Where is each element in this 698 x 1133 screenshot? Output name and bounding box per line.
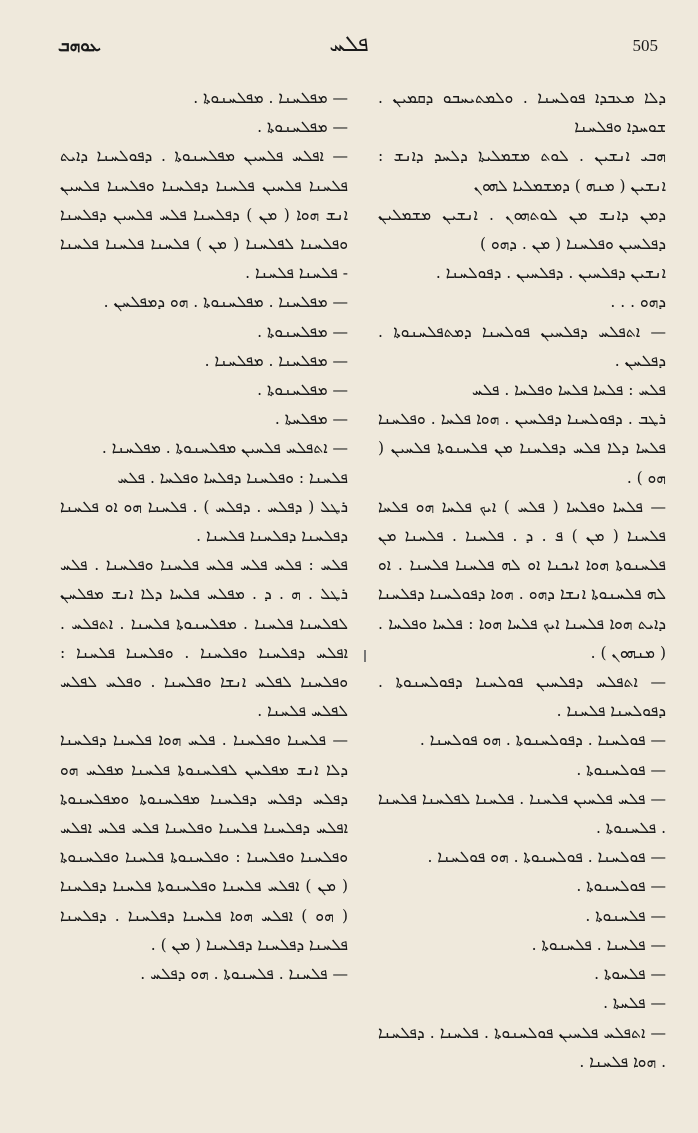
entry-headword: ܦܠܚ : ܦܠܚܐ ܦܠܚܐ ܘܦܠܚܐ . ܦܠܚ bbox=[471, 381, 666, 400]
entry-paragraph: — ܡܦܠܚܢܘܬܐ . bbox=[257, 322, 348, 341]
entry-paragraph: — ܡܦܠܚܢܘܬܐ . bbox=[257, 381, 348, 400]
entry-paragraph: — ܐܦܠܚ ܦܠܚܝܢ ܡܦܠܚܢܘܬܐ . ܕܦܘܠܚܢܐ ܕܐܝܬ ܦܠܚܢܐ ܦܠܚܝܢ ܦܠܚܢܐ ܕܦܠܚܢܐ ܘܦܠܚܢܐ ܦܠܚܝܢ ܐܢܫ ܗܘܐ ( ܡܢ ) ܕܦܠܚܢܐ ܦܠܚ ܦܠܚܝܢ ܕܦܠܚܢܐ ܘܦܠܚܢܐ ܠܦܠܚܢܐ ( ܡܢ ) ܦܠܚܢܐ ܦܠܚܢܐ ܦܠܚܢܐ - ܦܠܚܢܐ ܦܠܚܢܐ . bbox=[60, 147, 348, 283]
entry-paragraph: — ܦܠܚܘܬܐ . bbox=[594, 965, 666, 984]
entry-paragraph: — ܦܘܠܚܢܘܬܐ . bbox=[576, 877, 666, 896]
entry-paragraph: — ܦܠܚܢܘܬܐ . bbox=[585, 906, 666, 925]
entry-paragraph: — ܡܦܠܚܢܐ . ܡܦܠܚܢܐ . bbox=[204, 351, 348, 370]
entry-paragraph: — ܦܘܠܚܢܐ . ܦܘܠܚܢܘܬܐ . ܗܘ ܦܘܠܚܢܐ . bbox=[427, 848, 666, 867]
entry-paragraph: — ܡܦܠܚܢܐ . ܡܦܠܚܢܘܬܐ . ܗܘ ܕܡܦܠܚܢ . bbox=[103, 293, 348, 312]
left-column bbox=[60, 84, 348, 989]
entry-paragraph: ܪܛܠ ( ܕܦܠܚ . ܕܦܠܚ ) . ܦܠܚܢܐ ܗܘ ܐܘ ܦܠܚܢܐ ܕܦܠܚܢܐ ܕܦܠܚܢܐ ܦܠܚܢܐ . bbox=[60, 497, 348, 546]
entry-paragraph: ܗܒܝ ܐܢܫܝܢ . ܠܘܬ ܡܫܡܠܝܬܐ ܕܠܚܕ ܕܐܢܫ : ܐܢܫܝܢ ( ܡܢܗ ) ܕܡܫܡܠܝܐ ܠܗܘܢ bbox=[378, 147, 666, 195]
entry-paragraph: — ܐܬܦܠܚ ܕܦܠܚܝܢ ܦܘܠܚܢܐ ܕܦܘܠܚܢܘܬܐ . ܕܦܘܠܚܢܐ ܦܠܚܢܐ . bbox=[378, 673, 666, 721]
entry-paragraph: — ܦܘܠܚܢܘܬܐ . bbox=[576, 760, 666, 779]
page-number: 505 bbox=[632, 36, 658, 55]
entry-paragraph: ܕܠܐ ܡܥܒܕܐ ܦܘܠܚܢܐ . ܘܠܡܬܝܚܒܘ ܕܩܡܝܢ . ܫܘܚܕܐ ܘܦܠܚܢܐ bbox=[378, 89, 666, 137]
gutter-mark bbox=[364, 650, 366, 662]
entry-paragraph: — ܐܬܦܠܚ ܦܠܚܝܢ ܦܘܠܚܢܘܬܐ . ܦܠܚܢܐ . ܕܦܠܚܢܐ . ܗܘܐ ܦܠܚܢܐ . bbox=[378, 1023, 666, 1071]
right-column bbox=[378, 84, 666, 1077]
entry-headword: ܦܠܚܢܐ : ܘܦܠܚܢܐ ܕܦܠܚܐ ܘܦܠܚܐ . ܦܠܚ bbox=[117, 468, 348, 487]
entry-paragraph: — ܡܦܠܚܬܐ . bbox=[274, 410, 348, 429]
entry-paragraph: — ܡܦܠܚܢܐ . ܡܦܠܚܢܘܬܐ . bbox=[193, 89, 348, 107]
entry-paragraph: ܪܛܒ . ܕܦܘܠܚܢܐ ܕܦܠܚܝܢ . ܗܘܐ ܦܠܚܐ . ܘܦܠܚܢܐ ܦܠܚܐ ܕܠܐ ܦܠܚ ܕܦܠܚܢܐ ܡܢ ܦܠܚܢܘܬܐ ܦܠܚܝܢ ( ܗܘ ) . bbox=[378, 410, 666, 487]
running-head-center: ܦܠܚ bbox=[329, 32, 369, 57]
entry-paragraph: — ܦܠܚܬܐ . bbox=[603, 994, 666, 1013]
entry-paragraph: — ܦܠܚܐ ܘܦܠܚܐ ( ܦܠܚ ) ܐܝܟ ܦܠܚܐ ܗܘ ܦܠܚܐ ܦܠܚܢܐ ( ܡܢ ) ܦ . ܕ . ܦܠܚܢܐ . ܦܠܚܢܐ ܡܢ ܦܠܚܢܘܬܐ ܗܘܐ ܐܝܟܢܐ ܐܘ ܠܗ ܦܠܚܢܐ ܦܠܚܢܐ . ܐܘ ܠܗ ܦܠܚܢܘܬܐ ܐܢܫܐ ܕܗܘ . ܗܘܐ ܕܦܘܠܚܢܐ ܕܦܠܚܢܐ ܕܐܝܬ ܗܘܐ ܦܠܚܢܐ ܐܝܟ ܦܠܚܐ ܗܘܐ : ܦܠܚܐ ܘܦܠܚܐ . ( ܡܢܗܘܢ ) . bbox=[378, 497, 666, 662]
entry-paragraph: — ܦܠܚ ܦܠܚܝܢ ܦܠܚܢܐ . ܦܠܚܢܐ ܠܦܠܚܢܐ ܦܠܚܢܐ . ܦܠܚܢܘܬܐ . bbox=[378, 789, 666, 838]
entry-paragraph: ܕܡܢ ܕܐܢܫ ܡܢ ܠܘܬܗܘܢ . ܐܢܫܝܢ ܡܫܡܠܝܢ ܕܦܠܚܝܢ ܘܦܠܚܢܐ ( ܡܢ . ܕܗܘ ) bbox=[378, 205, 666, 254]
running-head-left: ܥܘܗܒ bbox=[58, 36, 101, 56]
entry-paragraph: — ܐܬܦܠܚ ܕܦܠܚܝܢ ܦܘܠܚܢܐ ܕܡܬܦܠܚܢܘܬܐ . ܕܦܠܚܢ . bbox=[378, 322, 666, 370]
entry-headword: ܦܠܚ : ܦܠܚ ܦܠܚ ܦܠܚ ܦܠܚܢܐ ܘܦܠܚܢܐ . ܦܠܚ ܪܛܠ . ܗ . ܕ . ܡܦܠܚ ܦܠܚܐ ܕܠܐ ܐܢܫ ܡܦܠܚܢ ܠܦܠܚܢܐ ܦܠܚܢܐ . ܡܦܠܚܢܘܬܐ ܦܠܚܢܐ . ܐܬܦܠܚ . ܐܦܠܚ ܕܦܠܚܢܐ ܘܦܠܚܢܐ . ܘܦܠܚܢܐ ܦܠܚܢܐ : ܘܦܠܚܢܐ ܠܦܠܚ ܐܢܫܐ ܘܦܠܚܢܐ . ܘܦܠܚ ܠܦܠܚ ܠܦܠܚ ܦܠܚܢܐ . bbox=[60, 556, 348, 721]
entry-paragraph: — ܦܠܚܢܐ ܘܦܠܚܢܐ . ܦܠܚ ܗܘܐ ܦܠܚܢܐ ܕܦܠܚܢܐ ܕܠܐ ܐܢܫ ܡܦܠܚܢ ܠܦܠܚܢܘܬܐ ܦܠܚܢܐ ܡܦܠܚ ܗܘ ܕܦܠܚ ܕܦܠܚ ܕܦܠܚܢܐ ܡܦܠܚܢܘܬܐ ܘܡܦܠܚܢܘܬܐ ܐܦܠܚ ܕܦܠܚܢܐ ܦܠܚܢܐ ܘܦܠܚܢܐ ܦܠܚ ܦܠܚ ܐܦܠܚ ܘܦܠܚܢܐ ܘܦܠܚܢܐ : ܘܦܠܚܢܘܬܐ ܦܠܚܢܐ ܘܦܠܚܢܘܬܐ ( ܡܢ ) ܐܦܠܚ ܦܠܚܢܐ ܘܦܠܚܢܘܬܐ ܦܠܚܢܐ ܕܦܠܚܢܐ ( ܗܘ ) ܐܦܠܚ ܗܘܐ ܦܠܚܢܐ ܕܦܠܚܢܐ . ܕܦܠܚܢܐ ܦܠܚܢܐ ܕܦܠܚܢܐ ܕܦܠܚܢܐ ( ܡܢ ) . bbox=[60, 731, 348, 954]
entry-paragraph: — ܦܘܠܚܢܐ . ܕܦܘܠܚܢܘܬܐ . ܗܘ ܦܘܠܚܢܐ . bbox=[419, 731, 666, 750]
entry-paragraph: — ܦܠܚܢܐ . ܦܠܚܢܘܬܐ . ܗܘ ܕܦܠܚ . bbox=[140, 965, 348, 984]
entry-paragraph: ܕܗܘ . . . bbox=[610, 293, 666, 312]
page-header bbox=[0, 32, 698, 66]
entry-paragraph: — ܐܬܦܠܚ ܦܠܚܝܢ ܡܦܠܚܢܘܬܐ . ܡܦܠܚܢܐ . bbox=[101, 439, 348, 458]
entry-paragraph: — ܦܠܚܢܐ . ܦܠܚܢܘܬܐ . bbox=[531, 935, 666, 954]
entry-paragraph: — ܡܦܠܚܢܘܬܐ . bbox=[257, 118, 348, 137]
entry-paragraph: ܐܢܫܝܢ ܕܦܠܚܝܢ . ܕܦܠܚܝܢ . ܕܦܘܠܚܢܐ . bbox=[435, 264, 666, 283]
